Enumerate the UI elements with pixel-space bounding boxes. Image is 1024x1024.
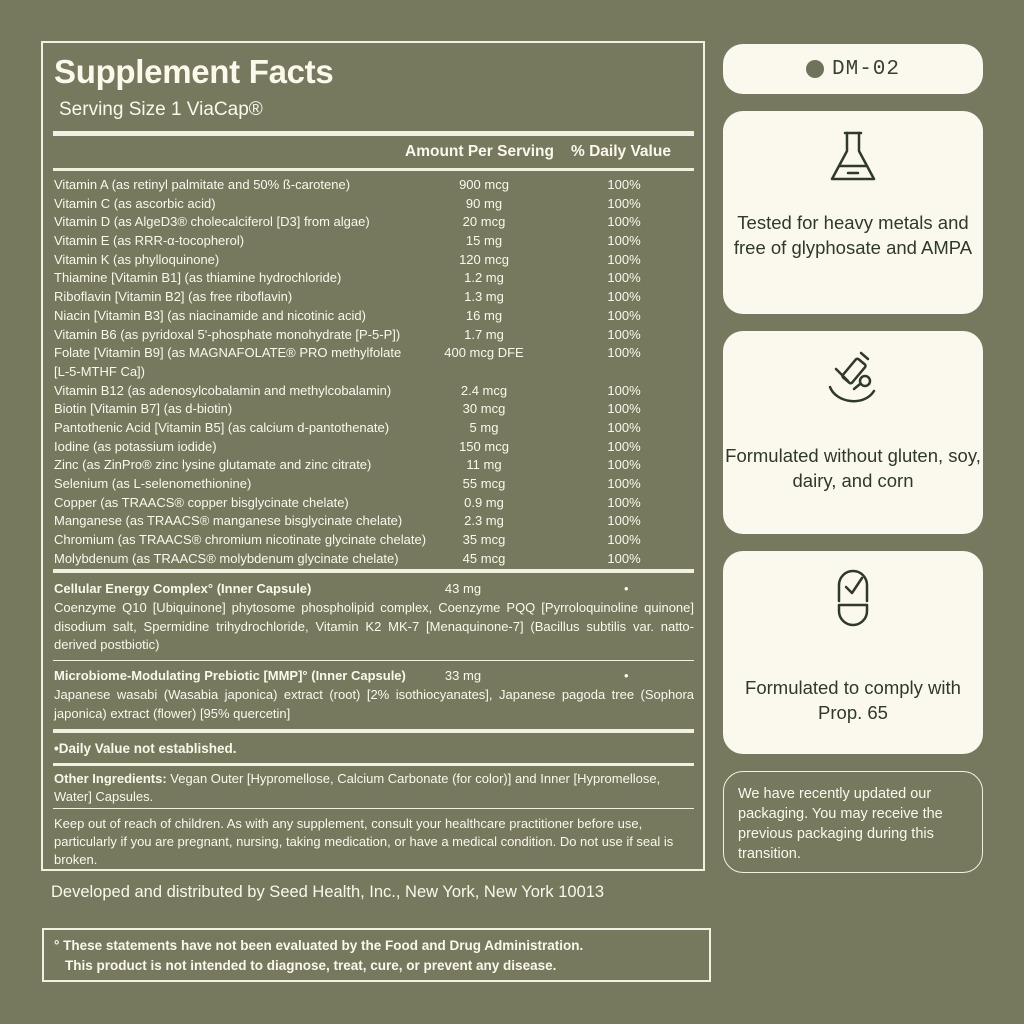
divider-medium <box>53 168 694 171</box>
microscope-icon <box>818 341 888 411</box>
flask-icon <box>818 121 888 191</box>
supplement-facts-panel <box>41 41 705 871</box>
feature-card-prop65 <box>723 551 983 754</box>
amount-header: Amount Per Serving <box>405 143 554 160</box>
divider-thick <box>53 569 694 573</box>
daily-value-header: % Daily Value <box>571 143 671 160</box>
fda-disclaimer: ° These statements have not been evaluated by the Food and Drug Administration. This product is not intended to diagnose, treat, cure, or prevent any disease. <box>42 928 711 982</box>
feature-text: Tested for heavy metals and free of glyphosate and AMPA <box>733 212 973 258</box>
nutrient-row: Selenium (as L-selenomethionine) 55 mcg 100% <box>54 476 641 492</box>
blend-name: Microbiome-Modulating Prebiotic [MMP]° (Inner Capsule) <box>54 668 406 683</box>
nutrient-row: Copper (as TRAACS® copper bisglycinate chelate) 0.9 mg 100% <box>54 494 641 510</box>
blend-dv: • <box>624 581 629 596</box>
serving-size: Serving Size 1 ViaCap® <box>59 99 263 120</box>
product-code: DM-02 <box>831 57 900 81</box>
nutrient-row: Vitamin E (as RRR-α-tocopherol) 15 mg 100% <box>54 233 641 249</box>
nutrient-row: Vitamin B12 (as adenosylcobalamin and methylcobalamin) 2.4 mcg 100% <box>54 382 641 398</box>
warning-text: Keep out of reach of children. As with any supplement, consult your healthcare practitioner before use, particularly if you are pregnant, nursing, taking medication, or have a medical condition. Do not use if seal is broken. <box>54 816 674 867</box>
nutrient-row: Vitamin B6 (as pyridoxal 5'-phosphate monohydrate [P-5-P]) 1.7 mg 100% <box>54 326 641 342</box>
blend-dv: • <box>624 668 629 683</box>
distributor-line: Developed and distributed by Seed Health, Inc., New York, New York 10013 <box>51 883 605 901</box>
packaging-note: We have recently updated our packaging. You may receive the previous packaging during this transition. <box>723 771 983 873</box>
feature-card-tested <box>723 111 983 314</box>
nutrient-row: Manganese (as TRAACS® manganese bisglycinate chelate) 2.3 mg 100% <box>54 513 641 529</box>
feature-text: Formulated without gluten, soy, dairy, and corn <box>725 445 981 491</box>
nutrient-row: Vitamin K (as phylloquinone) 120 mcg 100% <box>54 251 641 267</box>
product-code-badge <box>723 44 983 94</box>
nutrient-row: Pantothenic Acid [Vitamin B5] (as calcium d-pantothenate) 5 mg 100% <box>54 419 641 435</box>
nutrient-row: Biotin [Vitamin B7] (as d-biotin) 30 mcg 100% <box>54 401 641 417</box>
nutrient-row: Thiamine [Vitamin B1] (as thiamine hydrochloride) 1.2 mg 100% <box>54 270 641 286</box>
nutrient-row: Folate [Vitamin B9] (as MAGNAFOLATE® PRO methylfolate [L-5-MTHF Ca]) 400 mcg DFE 100% <box>54 345 641 379</box>
divider-thin <box>53 808 694 809</box>
blend-description: Coenzyme Q10 [Ubiquinone] phytosome phospholipid complex, Coenzyme PQQ [Pyrroloquinoline quinone] disodium salt, Spermidine trihydrochloride, Vitamin K2 MK-7 [Menaquinone-7] (Bacillus subtilis var. natto-derived postbiotic) <box>54 600 694 652</box>
divider-thick <box>53 729 694 733</box>
nutrient-row: Vitamin C (as ascorbic acid) 90 mg 100% <box>54 195 641 211</box>
blend-prebiotic <box>54 666 694 723</box>
blend-description: Japanese wasabi (Wasabia japonica) extract (root) [2% isothiocyanates], Japanese pagoda tree (Sophora japonica) extract (flower) [95% quercetin] <box>54 687 694 721</box>
divider-thick <box>53 131 694 136</box>
facts-title: Supplement Facts <box>54 53 334 90</box>
nutrient-row: Niacin [Vitamin B3] (as niacinamide and nicotinic acid) 16 mg 100% <box>54 307 641 323</box>
blend-amount: 43 mg <box>444 581 482 596</box>
dot-icon <box>806 60 824 78</box>
nutrient-row: Chromium (as TRAACS® chromium nicotinate glycinate chelate) 35 mcg 100% <box>54 532 641 548</box>
nutrient-table <box>54 176 694 568</box>
nutrient-row: Vitamin D (as AlgeD3® cholecalciferol [D3] from algae) 20 mcg 100% <box>54 214 641 230</box>
nutrient-row: Zinc (as ZinPro® zinc lysine glutamate and zinc citrate) 11 mg 100% <box>54 457 641 473</box>
nutrient-row: Riboflavin [Vitamin B2] (as free riboflavin) 1.3 mg 100% <box>54 289 641 305</box>
capsule-check-icon <box>818 561 888 631</box>
daily-value-note: •Daily Value not established. <box>54 741 237 756</box>
divider-medium <box>53 763 694 766</box>
divider-thin <box>53 660 694 661</box>
blend-amount: 33 mg <box>444 668 482 683</box>
nutrient-row: Iodine (as potassium iodide) 150 mcg 100% <box>54 438 641 454</box>
blend-cellular-energy <box>54 579 694 655</box>
nutrient-row: Vitamin A (as retinyl palmitate and 50% ß-carotene) 900 mcg 100% <box>54 177 641 192</box>
feature-card-allergen <box>723 331 983 534</box>
feature-text: Formulated to comply with Prop. 65 <box>745 677 961 723</box>
blend-name: Cellular Energy Complex° (Inner Capsule) <box>54 581 312 596</box>
other-ingredients: Other Ingredients: Vegan Outer [Hypromellose, Calcium Carbonate (for color)] and Inner [Hypromellose, Water] Capsules. <box>54 771 661 804</box>
nutrient-row: Molybdenum (as TRAACS® molybdenum glycinate chelate) 45 mcg 100% <box>54 550 641 566</box>
